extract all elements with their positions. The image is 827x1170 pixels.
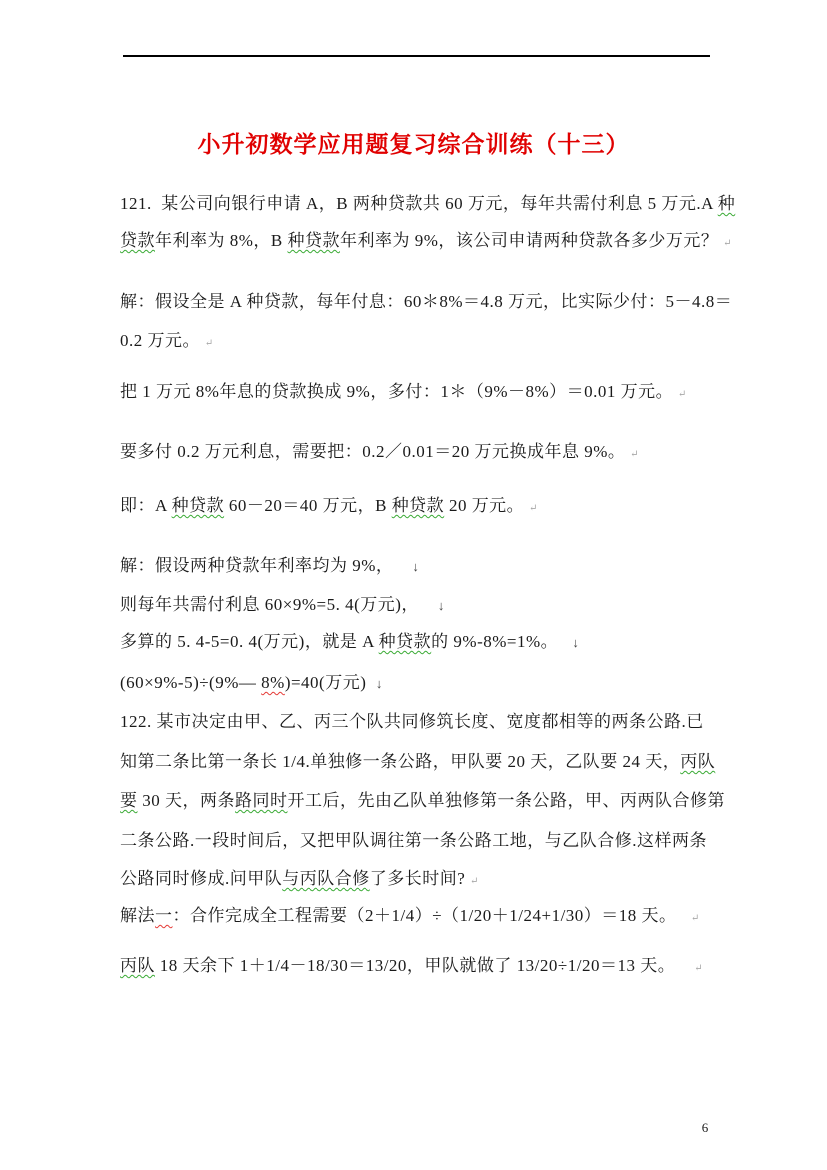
text-segment: 则每年共需付利息 60×9%=5. 4(万元)， — [120, 595, 438, 614]
text-segment: 了多长时间? — [369, 869, 471, 888]
text-line — [120, 382, 687, 405]
spellcheck-squiggle: 种 — [717, 194, 736, 213]
text-line — [120, 752, 715, 772]
paragraph-mark: ↵ — [470, 876, 479, 887]
paragraph-mark: ↵ — [690, 913, 700, 924]
line-break-mark: ↓ — [375, 676, 383, 691]
text-segment: 60－20＝40 万元，B — [224, 496, 392, 515]
spellcheck-squiggle: 与丙队合修 — [282, 869, 370, 888]
spellcheck-squiggle: 路同时 — [235, 791, 288, 810]
text-line — [120, 869, 479, 892]
paragraph-mark: ↵ — [694, 963, 704, 974]
text-segment: 知第二条比第一条长 1/4.单独修一条公路，甲队要 20 天，乙队要 24 天， — [120, 752, 681, 771]
text-line — [120, 556, 419, 577]
text-segment: )=40(万元) — [284, 673, 376, 692]
spellcheck-squiggle: 种贷款 — [287, 231, 340, 250]
spellcheck-squiggle: 丙队 — [680, 752, 716, 771]
text-line — [120, 292, 732, 312]
text-line — [120, 673, 383, 694]
text-segment: 二条公路.一段时间后，又把甲队调往第一条公路工地，与乙队合修.这样两条 — [120, 831, 707, 850]
page-number: 6 — [701, 1120, 709, 1135]
text-segment: 公路同时修成.问甲队 — [120, 869, 283, 888]
header-rule — [123, 55, 710, 57]
line-break-mark: ↓ — [412, 559, 420, 574]
text-line — [120, 442, 639, 465]
text-segment: (60×9%-5)÷(9%— — [120, 673, 262, 692]
text-segment: 的 9%-8%=1%。 — [431, 632, 573, 651]
text-segment: 把 1 万元 8%年息的贷款换成 9%，多付：1＊（9%－8%）＝0.01 万元。 — [120, 382, 678, 401]
text-segment: 年利率为 9%，该公司申请两种贷款各多少万元？ — [340, 231, 724, 250]
text-segment: 解：假设全是 A 种贷款，每年付息：60＊8%＝4.8 万元，比实际少付：5－4.8＝ — [120, 292, 733, 311]
text-line — [120, 231, 732, 254]
spellcheck-squiggle: 丙队 — [120, 956, 155, 975]
text-line — [120, 791, 725, 811]
text-segment: 18 天余下 1＋1/4－18/30＝13/20，甲队就做了 13/20÷1/20＝13 天。 — [155, 956, 695, 975]
text-segment: 解：假设两种贷款年利率均为 9%， — [120, 556, 413, 575]
text-line — [120, 831, 707, 851]
text-segment: 年利率为 8%，B — [155, 231, 288, 250]
text-segment: ：合作完成全工程需要（2＋1/4）÷（1/20＋1/24+1/30）＝18 天。 — [172, 906, 691, 925]
document-title: 小升初数学应用题复习综合训练（十三） — [197, 132, 630, 157]
spellcheck-squiggle: 贷款 — [120, 231, 155, 250]
paragraph-mark: ↵ — [204, 338, 214, 349]
line-break-mark: ↓ — [437, 598, 445, 613]
spellcheck-squiggle: 种贷款 — [391, 496, 445, 515]
spellcheck-squiggle: 一 — [155, 906, 173, 925]
spellcheck-squiggle: 种贷款 — [378, 632, 432, 651]
paragraph-mark: ↵ — [528, 503, 538, 514]
text-segment: 开工后，先由乙队单独修第一条公路，甲、丙两队合修第 — [287, 791, 725, 810]
text-segment: 121. 某公司向银行申请 A，B 两种贷款共 60 万元，每年共需付利息 5 万元.A — [120, 194, 718, 213]
text-line — [120, 956, 703, 979]
text-line — [120, 496, 538, 519]
paragraph-mark: ↵ — [723, 238, 733, 249]
spellcheck-squiggle: 种贷款 — [171, 496, 225, 515]
paragraph-mark: ↵ — [677, 389, 687, 400]
text-segment: 0.2 万元。 — [120, 331, 205, 350]
text-line — [120, 712, 704, 732]
text-line — [120, 906, 700, 929]
text-line — [120, 194, 735, 214]
text-line — [120, 331, 214, 354]
spellcheck-squiggle: 8% — [261, 673, 285, 692]
text-segment: 即：A — [120, 496, 172, 515]
text-segment: 122. 某市决定由甲、乙、丙三个队共同修筑长度、宽度都相等的两条公路.已 — [120, 712, 704, 731]
text-segment: 解法 — [120, 906, 155, 925]
paragraph-mark: ↵ — [630, 449, 640, 460]
text-segment: 30 天，两条 — [137, 791, 235, 810]
line-break-mark: ↓ — [572, 635, 580, 650]
text-segment: 多算的 5. 4-5=0. 4(万元)，就是 A — [120, 632, 379, 651]
text-segment: 要多付 0.2 万元利息，需要把：0.2／0.01＝20 万元换成年息 9%。 — [120, 442, 631, 461]
spellcheck-squiggle: 要 — [120, 791, 138, 810]
text-line — [120, 632, 579, 653]
text-line — [120, 595, 445, 616]
text-segment: 20 万元。 — [444, 496, 529, 515]
